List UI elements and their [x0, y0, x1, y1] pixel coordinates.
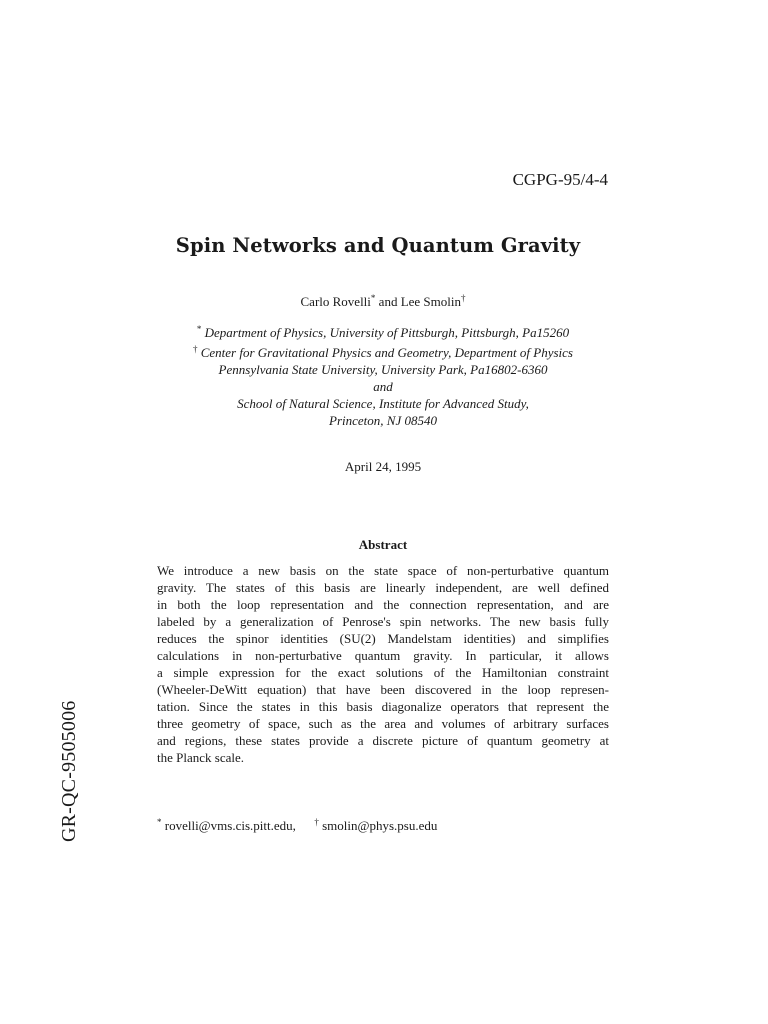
author-rovelli: Carlo Rovelli [300, 294, 371, 309]
abstract-line: and regions, these states provide a discrete picture of quantum geometry at [157, 733, 609, 748]
affiliation-text-2: Center for Gravitational Physics and Geometry, Department of Physics [200, 345, 573, 360]
abstract-line: We introduce a new basis on the state space of non-perturbative quantum [157, 563, 609, 578]
paper-title: Spin Networks and Quantum Gravity [175, 234, 581, 257]
email-rovelli: rovelli@vms.cis.pitt.edu, [164, 818, 296, 833]
abstract-heading: Abstract [358, 537, 408, 552]
affiliation-mark-1: * [196, 324, 202, 334]
footnote-mark-2: † [314, 817, 319, 827]
abstract-line: calculations in non-perturbative quantum gravity. In particular, it allows [157, 648, 609, 663]
abstract-line: in both the loop representation and the connection representation, and are [157, 597, 609, 612]
abstract-line: reduces the spinor identities (SU(2) Mandelstam identities) and simplifies [157, 631, 609, 646]
abstract-line: gravity. The states of this basis are linearly independent, are well defined [157, 580, 609, 595]
publication-date: April 24, 1995 [344, 459, 422, 474]
affiliation-line-2 [140, 341, 626, 361]
authors-conjunction: and [378, 294, 398, 309]
affiliation-line-3: Pennsylvania State University, University Park, Pa16802-6360 [218, 362, 548, 377]
abstract-line: tation. Since the states in this basis diagonalize operators that represent the [157, 699, 609, 714]
affiliation-line-6: Princeton, NJ 08540 [329, 413, 437, 428]
affiliations [140, 321, 626, 429]
abstract-line: a simple expression for the exact solutions of the Hamiltonian constraint [157, 665, 609, 680]
author-smolin: Lee Smolin [400, 294, 461, 309]
abstract-line: three geometry of space, such as the area and volumes of arbitrary surfaces [157, 716, 609, 731]
affiliation-mark-2: † [192, 344, 198, 354]
abstract-line: labeled by a generalization of Penrose's spin networks. The new basis fully [157, 614, 609, 629]
email-smolin: smolin@phys.psu.edu [322, 818, 438, 833]
abstract-line: (Wheeler-DeWitt equation) that have been discovered in the loop represen- [157, 682, 609, 697]
author-rovelli-mark: * [370, 293, 376, 303]
affiliation-line-1 [140, 321, 626, 341]
affiliation-text-1: Department of Physics, University of Pittsburgh, Pittsburgh, Pa15260 [204, 325, 570, 340]
authors-line [150, 293, 616, 310]
footnote-mark-1: * [157, 817, 162, 827]
abstract-line: the Planck scale. [157, 750, 244, 765]
abstract-body [157, 562, 609, 766]
arxiv-identifier: GR-QC-9505006 [58, 700, 80, 842]
author-smolin-mark: † [461, 293, 466, 303]
affiliation-line-5: School of Natural Science, Institute for Advanced Study, [237, 396, 529, 411]
affiliation-line-4: and [373, 379, 393, 394]
footnote-emails [157, 817, 609, 834]
report-number: CGPG-95/4-4 [512, 170, 608, 189]
